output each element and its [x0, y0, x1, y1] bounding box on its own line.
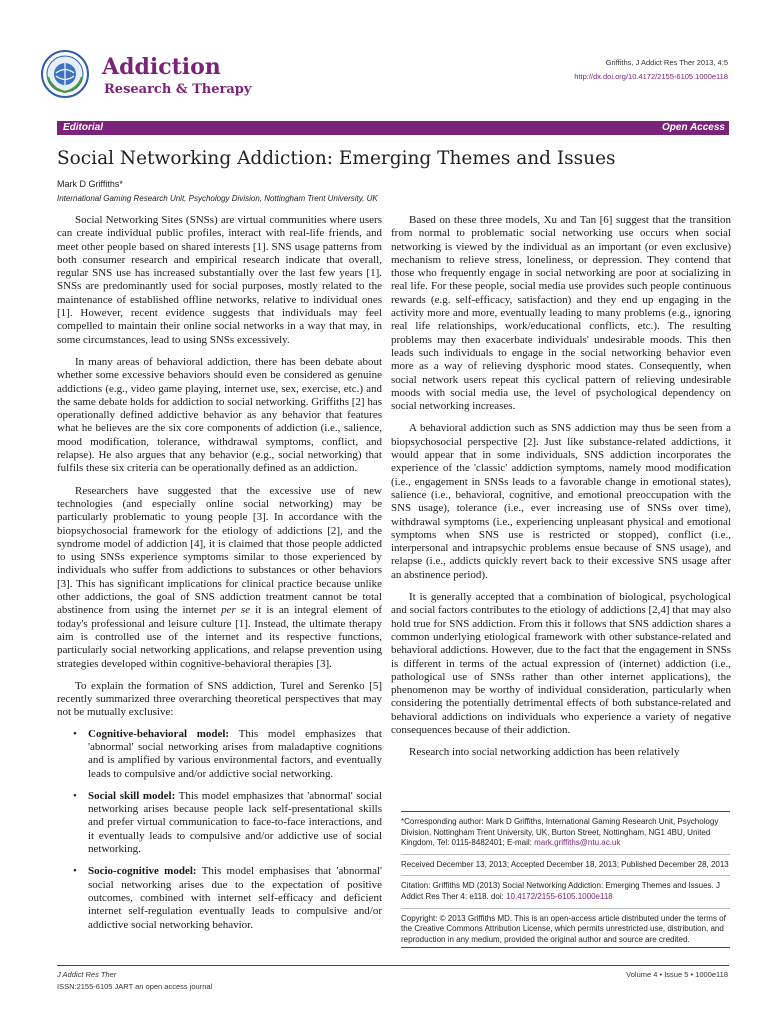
notes-divider: [401, 811, 730, 812]
citation-note: [401, 879, 730, 904]
list-item: [73, 790, 382, 856]
citation-doi-link[interactable]: 10.4172/2155-6105.1000e118: [506, 891, 613, 901]
journal-subtitle: Research & Therapy: [104, 82, 252, 97]
model-term: Socio-cognitive model:: [88, 865, 197, 878]
doi-link[interactable]: http://dx.doi.org/10.4172/2155-6105.1000e118: [574, 72, 728, 81]
footer-issn: ISSN:2155-6105 JART an open access journal: [57, 982, 213, 991]
right-column: [391, 214, 731, 769]
paragraph-text: it is an integral element of today's professional and leisure culture [1]. Instead, the ultimate therapy aim is controlled use of the internet and its respective functions, particularly social networking applications, and relapse prevention using strategies developed within cognitive-behavioral therapies [3].: [57, 604, 383, 670]
footer-divider: [57, 965, 729, 966]
citation-line: Griffiths, J Addict Res Ther 2013, 4:5: [605, 58, 728, 67]
footer-journal: J Addict Res Ther: [57, 970, 117, 979]
dates-note: Received December 13, 2013; Accepted December 18, 2013; Published December 28, 2013: [401, 859, 729, 869]
list-item: [73, 728, 382, 781]
model-term: Cognitive-behavioral model:: [88, 727, 230, 740]
article-author: Mark D Griffiths*: [57, 179, 123, 189]
corresponding-author-note: [401, 815, 730, 851]
paragraph-text: Researchers have suggested that the excessive use of new technologies (and especially online social networking) may be particularly problematic to young people [3]. In accordance with the biopsychosocial framework for the etiology of addictions [2], and the syndrome model of addiction [4], it is claimed that those people addicted to using SNSs experience symptoms similar to those experienced by individuals who suffer from addictions to substances or other behaviors [3]. This has significant implications for clinical practice because unlike other addictions, the goal of SNS addiction treatment cannot be total abstinence from using the internet: [57, 484, 382, 617]
paragraph: [57, 485, 382, 671]
paragraph: Social Networking Sites (SNSs) are virtual communities where users can create individual public profiles, interact with real-life friends, and meet other people based on shared interests [1]. SNS usage patterns from both consumer research and empirical research indicate that overall, regular SNS use has increased substantially over the last few years [1]. SNSs are predominantly used for social purposes, mostly related to the maintenance of established offline networks, relative to individual ones [1]. However, recent evidence suggests that individuals may feel compelled to maintain their online social networks in a way that may, in some circumstances, lead to using SNSs excessively.: [57, 214, 382, 346]
article-notes: [401, 811, 730, 951]
copyright-note: Copyright: © 2013 Griffiths MD. This is an open-access article distributed under the terms of the Creative Commons Attribution License, which permits unrestricted use, distribution, and reproduction in any medium, provided the original author and source are credited.: [401, 913, 726, 944]
bullet: •: [73, 727, 77, 740]
paragraph: Research into social networking addiction has been relatively: [409, 746, 680, 759]
journal-logo-icon: [40, 49, 90, 99]
paragraph: In many areas of behavioral addiction, there has been debate about whether some excessive behaviors should even be considered as genuine addictions (e.g., video game playing, internet use, sex, exercise, etc.) and the same debate holds for addiction to social networking. Griffiths [2] has operationally defined addictive behavior as any behavior that features what he believes are the six core components of addiction (i.e., salience, mood modification, tolerance, withdrawal symptoms, conflict, and relapse). He also argues that any behavior (e.g., social networking) that fulfils these six criteria can be operationally defined as an addiction.: [57, 355, 382, 475]
model-list: [73, 728, 382, 932]
list-item: [73, 865, 382, 931]
journal-name: Addiction: [102, 54, 221, 80]
italic-term: per se: [221, 604, 251, 617]
bullet: •: [73, 789, 77, 802]
model-term: Social skill model:: [88, 789, 176, 802]
notes-divider: [401, 875, 730, 876]
note-text: Citation: Griffiths MD (2013) Social Networking Addiction: Emerging Themes and Issues. J Addict Res Ther 4: e118. doi:: [401, 881, 720, 901]
left-column: [57, 214, 382, 941]
bullet: •: [73, 865, 77, 878]
journal-header: [40, 44, 730, 104]
article-title: Social Networking Addiction: Emerging Themes and Issues: [57, 148, 616, 169]
author-affiliation: International Gaming Research Unit, Psychology Division, Nottingham Trent University, UK: [57, 194, 378, 203]
paragraph: Based on these three models, Xu and Tan [6] suggest that the transition from normal to problematic social networking use occurs when social networking is viewed by the individual as an important (or even exclusive) mechanism to relieve stress, loneliness, or depression. They contend that those who frequently engage in social networking are poor at socializing in real life. For these people, social media use provides such people continuous rewards (e.g. self-efficacy, satisfaction) and they end up engaging in the activity more and more, eventually leading to many problems (e.g., ignoring real life relationships, work/educational conflicts, etc.). The resulting problems may then exacerbate individuals' undesirable moods. This then leads such individuals to engage in the social networking behavior even more as a way of relieving dysphoric mood states. Consequently, when social network users repeat this cyclical pattern of relieving undesirable moods with social media use, the level of psychological dependency on social networking increases.: [391, 214, 731, 413]
note-text: *Corresponding author: Mark D Griffiths, International Gaming Research Unit, Psychology Division, Nottingham Trent University, UK, Burton Street, Nottingham, NG1 4BU, United Kingdom, Tel: 0115-8482401; E-mail:: [401, 817, 719, 848]
notes-divider: [401, 854, 730, 855]
open-access-label: Open Access: [662, 122, 725, 133]
paragraph: A behavioral addiction such as SNS addiction may thus be seen from a biopsychosocial perspective [2]. Just like substance-related addictions, it would appear that in some individuals, SNS addiction incorporates the experience of the 'classic' addiction symptoms, namely mood modification (i.e., engagement in SNSs leads to a favorable change in emotional states), salience (i.e., behavioral, cognitive, and emotional preoccupation with the SNS usage), tolerance (i.e., ever increasing use of SNSs over time), withdrawal symptoms (i.e., experiencing unpleasant physical and emotional symptoms when SNS use is restricted or stopped), conflict (i.e., interpersonal and intrapsychic problems ensue because of SNS usage), and relapse (i.e., addicts quickly revert back to their excessive SNS usage after an abstinence period).: [391, 422, 731, 581]
model-text: This model emphasizes that 'abnormal' social networking arises because people lack self-presentational skills and prefer virtual communication to face-to-face interactions, and it eventually leads to compulsive and/or addictive use of social networking.: [88, 789, 382, 856]
paragraph: To explain the formation of SNS addiction, Turel and Serenko [5] recently summarized three overarching theoretical perspectives that may not be mutually exclusive:: [57, 679, 382, 719]
notes-divider: [401, 947, 730, 948]
article-type-label: Editorial: [63, 122, 104, 133]
notes-divider: [401, 908, 730, 909]
model-text: This model emphasises that 'abnormal' social networking arises due to the expectation of positive outcomes, combined with internet self-efficacy and deficient internet self-regulation eventually leads to compulsive and/or addictive social networking behavior.: [88, 865, 382, 931]
paragraph: It is generally accepted that a combination of biological, psychological and social factors contributes to the etiology of addictions [2,4] that may also hold true for SNS addiction. From this it follows that SNS addiction shares a common underlying etiological framework with other substance-related and behavioral addictions. However, due to the fact that the engagement in SNSs is different in terms of the actual expression of (internet) addiction (i.e., pathological use of SNSs rather than other internet applications), the phenomenon may be worthy of individual consideration, particularly when considering the potentially detrimental effects of both substance-related and behavioral addictions on individuals who experience a variety of negative consequences because of their addiction.: [391, 591, 731, 736]
editorial-bar: [57, 121, 729, 135]
model-text: This model emphasizes that 'abnormal' social networking arises from maladaptive cognitions and is amplified by various environmental factors, and eventually leads to compulsive and/or addictive social networking.: [88, 727, 382, 780]
footer-volume: Volume 4 • Issue 5 • 1000e118: [626, 970, 728, 979]
email-link[interactable]: mark.griffiths@ntu.ac.uk: [534, 838, 621, 848]
